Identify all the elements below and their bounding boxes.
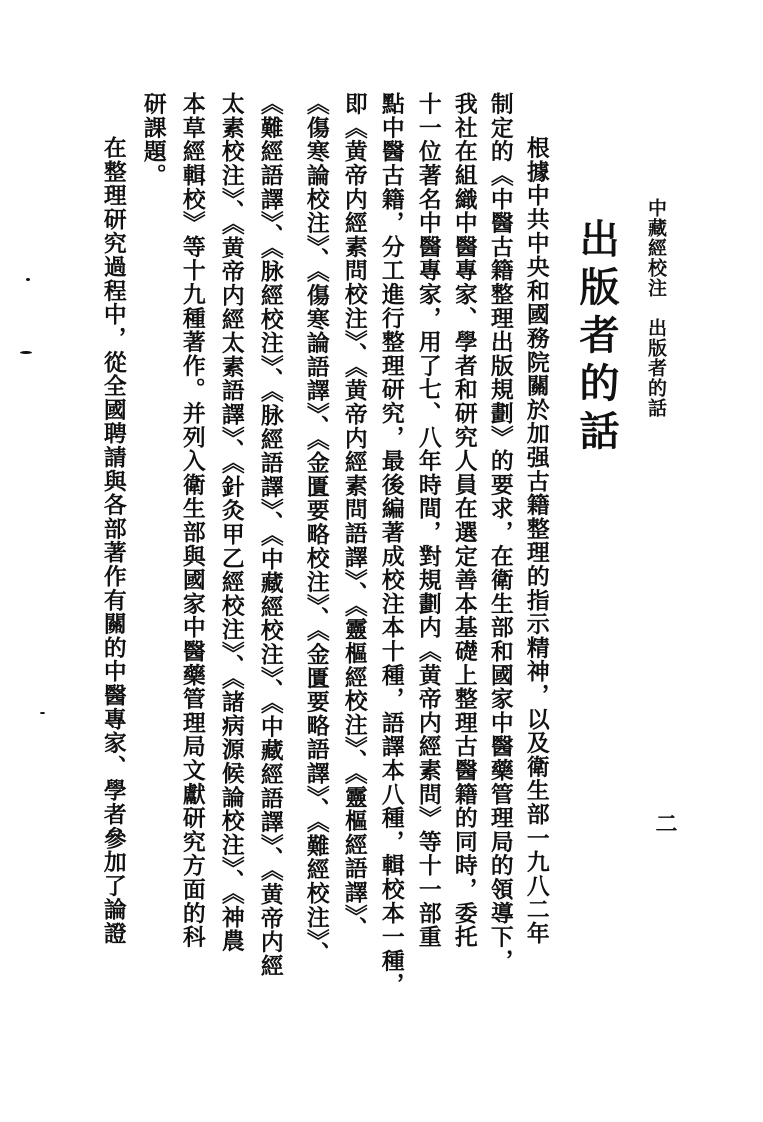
scan-speck (40, 712, 45, 714)
scan-speck (26, 278, 30, 281)
page-title: 出版者的話 (573, 218, 620, 458)
running-header: 中藏經校注 出版者的話 (645, 198, 667, 418)
body-line: 在整理研究過程中，從全國聘請與各部著作有關的中醫專家、學者參加了論證 (99, 136, 126, 946)
body-line: 太素校注》、《黄帝内經太素語譯》、《針灸甲乙經校注》、《諸病源候論校注》、《神農 (217, 92, 244, 953)
body-line: 十一位著名中醫專家，用了七、八年時間，對規劃内《黄帝内經素問》等十一部重 (414, 92, 441, 949)
body-line: 《難經語譯》、《脉經校注》、《脉經語譯》、《中藏經校注》、《中藏經語譯》、《黄帝内經 (256, 92, 283, 978)
body-line: 本草經輯校》等十九種著作。并列入衛生部與國家中醫藥管理局文獻研究方面的科 (178, 92, 205, 949)
body-line: 即《黄帝内經素問校注》、《黄帝内經素問語譯》、《靈樞經校注》、《靈樞經語譯》、 (340, 92, 367, 941)
body-line: 《傷寒論校注》、《傷寒論語譯》、《金匱要略校注》、《金匱要略語譯》、《難經校注》、 (302, 92, 329, 966)
body-line: 根據中共中央和國務院關於加强古籍整理的指示精神，以及衛生部一九八二年 (522, 136, 549, 946)
body-line: 我社在組織中醫專家、學者和研究人員在選定善本基礎上整理古醫籍的同時，委托 (450, 92, 477, 949)
page-number: 二 (652, 812, 678, 834)
scan-speck (20, 351, 32, 354)
body-line: 研課題。 (139, 92, 166, 188)
body-line: 制定的《中醫古籍整理出版規劃》的要求，在衛生部和國家中醫藥管理局的領導下， (486, 92, 513, 973)
body-line: 點中醫古籍，分工進行整理研究，最後編著成校注本十種，語譯本八種，輯校本一種， (377, 92, 404, 997)
